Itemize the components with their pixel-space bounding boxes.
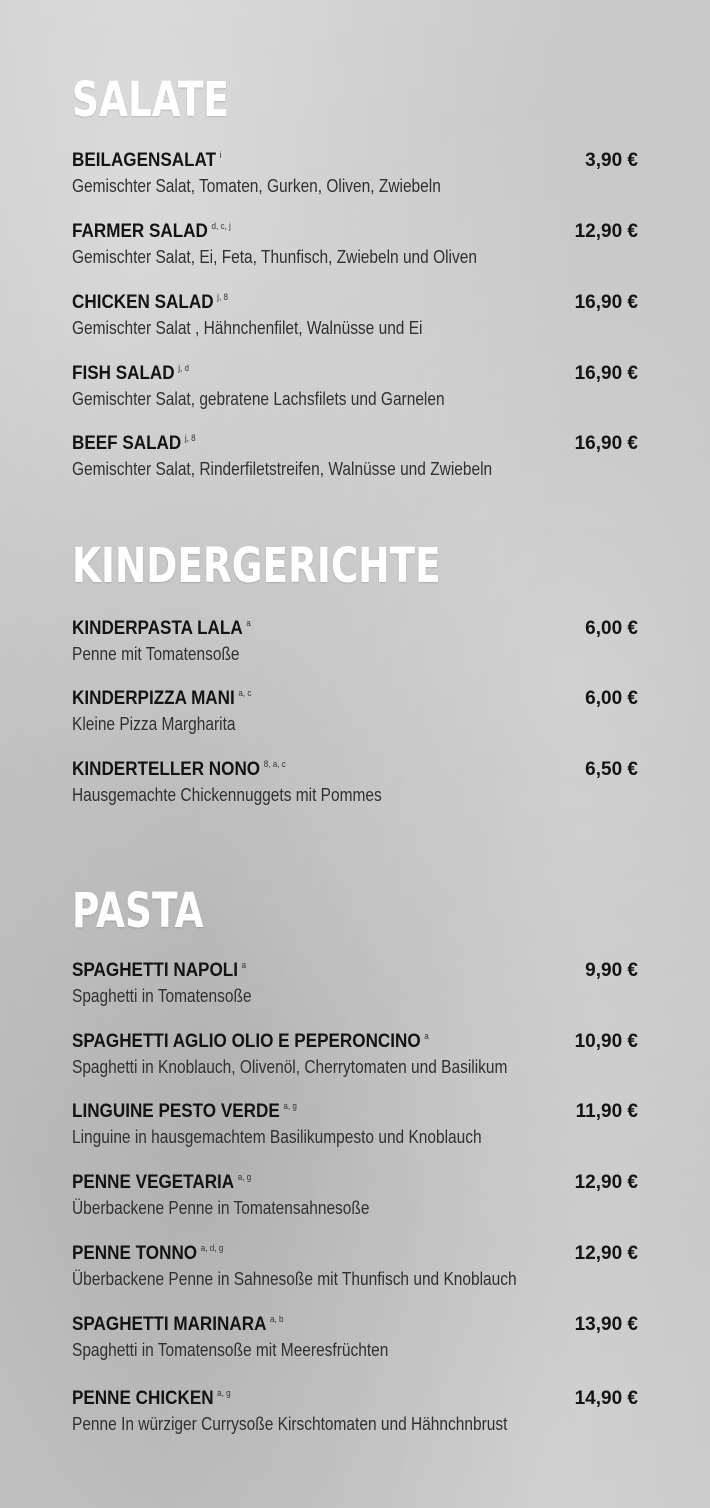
item-description: Spaghetti in Tomatensoße mit Meeresfrüchten <box>72 1340 389 1360</box>
item-name: PENNE VEGETARIA $^{a, g}$ <box>72 1172 252 1193</box>
item-price: 16,90 € <box>574 292 638 313</box>
item-name: LINGUINE PESTO VERDE $^{a, g}$ <box>72 1101 297 1122</box>
item-description: Gemischter Salat, gebratene Lachsfilets und Garnelen <box>72 389 445 409</box>
item-price: 14,90 € <box>574 1388 638 1409</box>
allergen-codes: a, g <box>217 1388 231 1398</box>
item-price: 6,50 € <box>585 759 638 780</box>
allergen-codes: a, d, g <box>200 1243 224 1253</box>
item-name: CHICKEN SALAD $^{j, 8}$ <box>72 292 228 313</box>
item-description: Spaghetti in Knoblauch, Olivenöl, Cherrytomaten und Basilikum <box>72 1057 508 1077</box>
section-title-salate: SALATE <box>72 72 229 128</box>
item-name: SPAGHETTI AGLIO OLIO E PEPERONCINO $^a$ <box>72 1031 429 1052</box>
menu-item <box>72 1388 638 1435</box>
item-name: PENNE TONNO $^{a, d, g}$ <box>72 1243 224 1264</box>
item-price: 12,90 € <box>574 1243 638 1264</box>
item-description: Hausgemachte Chickennuggets mit Pommes <box>72 785 382 805</box>
item-description: Gemischter Salat , Hähnchenfilet, Walnüsse und Ei <box>72 318 423 338</box>
item-name: BEILAGENSALAT $^i$ <box>72 150 222 171</box>
allergen-codes: a, g <box>283 1101 297 1111</box>
item-name: BEEF SALAD $^{j, 8}$ <box>72 433 196 454</box>
item-description: Gemischter Salat, Rinderfiletstreifen, Walnüsse und Zwiebeln <box>72 459 493 479</box>
allergen-codes: a, g <box>237 1172 252 1182</box>
item-description: Kleine Pizza Margharita <box>72 714 236 734</box>
menu-item <box>72 221 638 268</box>
item-price: 6,00 € <box>585 688 638 709</box>
menu-item <box>72 688 638 735</box>
item-price: 9,90 € <box>585 960 638 981</box>
item-price: 16,90 € <box>574 433 638 454</box>
item-name: FARMER SALAD $^{d, c, j}$ <box>72 221 231 242</box>
menu-item <box>72 618 638 665</box>
item-name: SPAGHETTI NAPOLI $^a$ <box>72 960 247 981</box>
menu-item <box>72 292 638 339</box>
menu-item <box>72 363 638 410</box>
menu-item <box>72 150 638 197</box>
item-description: Gemischter Salat, Ei, Feta, Thunfisch, Zwiebeln und Oliven <box>72 247 477 267</box>
item-description: Überbackene Penne in Tomatensahnesoße <box>72 1198 370 1218</box>
item-price: 10,90 € <box>574 1031 638 1052</box>
allergen-codes: a, b <box>270 1314 284 1324</box>
item-description: Spaghetti in Tomatensoße <box>72 986 252 1006</box>
allergen-codes: j, d <box>178 363 190 373</box>
item-description: Penne mit Tomatensoße <box>72 644 240 664</box>
allergen-codes: j, 8 <box>217 292 228 302</box>
item-name: PENNE CHICKEN $^{a, g}$ <box>72 1388 231 1409</box>
allergen-codes: a, c <box>238 688 252 698</box>
allergen-codes: j, 8 <box>184 433 196 443</box>
item-price: 3,90 € <box>585 150 638 171</box>
section-title-pasta: PASTA <box>72 883 204 939</box>
item-name: KINDERTELLER NONO $^{8, a, c}$ <box>72 759 286 780</box>
item-price: 13,90 € <box>574 1314 638 1335</box>
item-description: Linguine in hausgemachtem Basilikumpesto und Knoblauch <box>72 1127 482 1147</box>
item-description: Gemischter Salat, Tomaten, Gurken, Oliven, Zwiebeln <box>72 176 441 196</box>
menu-item <box>72 433 638 480</box>
section-title-kindergerichte: KINDERGERICHTE <box>72 538 441 594</box>
allergen-codes: a <box>424 1031 429 1041</box>
item-description: Penne In würziger Currysoße Kirschtomaten und Hähnchnbrust <box>72 1414 508 1434</box>
allergen-codes: 8, a, c <box>263 759 286 769</box>
item-price: 12,90 € <box>574 1172 638 1193</box>
item-name: KINDERPIZZA MANI $^{a, c}$ <box>72 688 252 709</box>
menu-item <box>72 759 638 806</box>
item-description: Überbackene Penne in Sahnesoße mit Thunfisch und Knoblauch <box>72 1269 517 1289</box>
menu-item <box>72 1314 638 1361</box>
item-name: KINDERPASTA LALA $^a$ <box>72 618 251 639</box>
menu-item <box>72 1101 638 1148</box>
allergen-codes: i <box>219 150 222 160</box>
item-price: 6,00 € <box>585 618 638 639</box>
item-name: FISH SALAD $^{j, d}$ <box>72 363 190 384</box>
menu-item <box>72 1031 638 1078</box>
item-name: SPAGHETTI MARINARA $^{a, b}$ <box>72 1314 284 1335</box>
item-price: 11,90 € <box>575 1101 638 1122</box>
item-price: 16,90 € <box>574 363 638 384</box>
menu-item <box>72 1243 638 1290</box>
allergen-codes: a <box>246 618 251 628</box>
allergen-codes: d, c, j <box>211 221 231 231</box>
allergen-codes: a <box>241 960 247 970</box>
item-price: 12,90 € <box>574 221 638 242</box>
menu-item <box>72 960 638 1007</box>
menu-item <box>72 1172 638 1219</box>
